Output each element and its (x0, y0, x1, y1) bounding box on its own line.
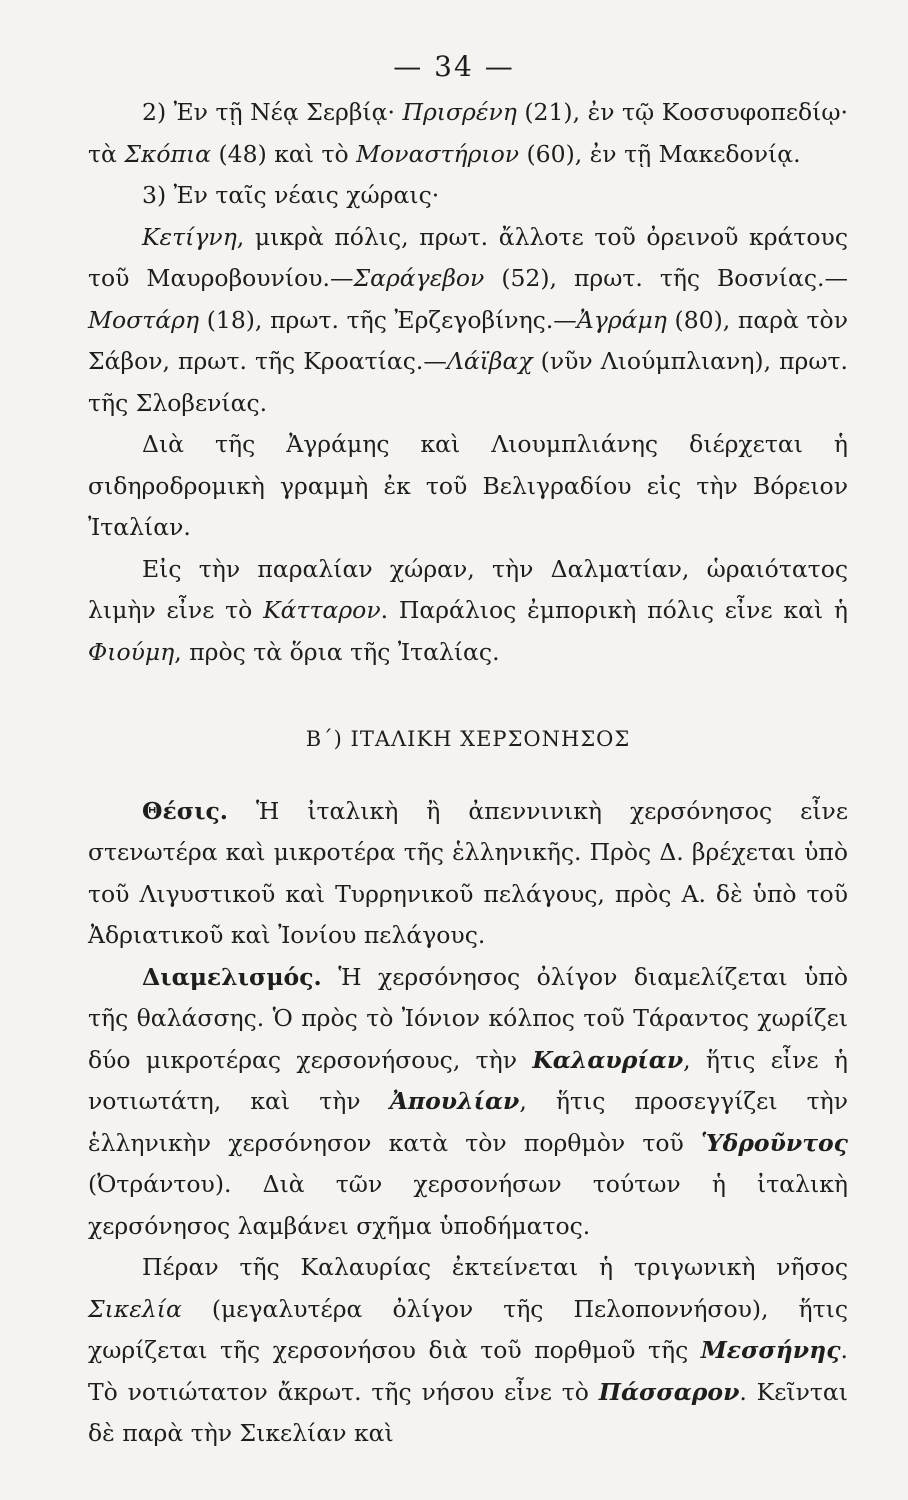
text-run: Εἰς τὴν παραλίαν χώραν, τὴν Δαλματίαν, ὡραιότατος λιμὴν εἶνε τὸ (88, 554, 848, 624)
side-heading: Διαμελισμός. (142, 962, 322, 991)
text-run: (μεγαλυτέρα ὀλίγον τῆς Πελοποννήσου), ἥτις χωρίζεται τῆς χερσονήσου διὰ τοῦ πορθμοῦ τῆς (88, 1294, 848, 1364)
text-run: . Τὸ νοτιώτατον ἄκρωτ. τῆς νήσου εἶνε τὸ (88, 1336, 848, 1406)
text-run: (18), πρωτ. τῆς Ἐρζεγοβίνης.— (199, 305, 577, 334)
place-name: Σικελία (88, 1294, 182, 1323)
page-number: — 34 — (393, 50, 515, 83)
text-run: Ἡ ἰταλικὴ ἢ ἀπεννινικὴ χερσόνησος εἶνε στενωτέρα καὶ μικροτέρα τῆς ἑλληνικῆς. Πρὸς Δ. βρέχεται ὑπὸ τοῦ Λιγυστικοῦ καὶ Τυρρηνικοῦ πελάγους, πρὸς Α. δὲ ὑπὸ τοῦ Ἀδριατικοῦ καὶ Ἰονίου πελάγους. (88, 796, 848, 949)
text-run: , ἥτις εἶνε ἡ νοτιωτάτη, καὶ τὴν (88, 1045, 848, 1115)
paragraph-position (88, 791, 848, 957)
text-run: , ἥτις προσεγγίζει τὴν ἑλληνικὴν χερσόνησον κατὰ τὸν πορθμὸν τοῦ (88, 1087, 848, 1157)
place-name: Ἀπουλίαν (389, 1087, 520, 1115)
place-name: Κετίγνη (142, 222, 237, 251)
text-run: Ἡ χερσόνησος ὀλίγον διαμελίζεται ὑπὸ τῆς θαλάσσης. Ὁ πρὸς τὸ Ἰόνιον κόλπος τοῦ Τάραντος χωρίζει δύο μικροτέρας χερσονήσους, τὴν (88, 962, 848, 1074)
place-name: Μοστάρη (88, 305, 200, 334)
place-name: Μεσσήνης (700, 1336, 841, 1364)
place-name: Καλαυρίαν (532, 1045, 684, 1074)
paragraph-dalmatia (88, 549, 848, 674)
place-name: Λάϊβαχ (446, 347, 533, 375)
place-name: Κάτταρον (263, 596, 381, 624)
text-run: . Παράλιος ἐμπορικὴ πόλις εἶνε καὶ ἡ (380, 596, 849, 624)
place-name: Ἀγράμη (576, 305, 667, 334)
text-run: (48) καὶ τὸ (211, 139, 357, 168)
text-run: (52), πρωτ. τῆς Βοσνίας.— (484, 264, 848, 292)
text-run: , πρὸς τὰ ὅρια τῆς Ἰταλίας. (174, 637, 500, 666)
section-heading: Β´) ΙΤΑΛΙΚΗ ΧΕΡΣΟΝΗΣΟΣ (305, 727, 631, 751)
place-name: Σκόπια (124, 139, 212, 168)
side-heading: Θέσις. (142, 796, 228, 825)
text-run: 3) Ἐν ταῖς νέαις χώραις· (142, 181, 440, 209)
place-name: Πάσσαρον (598, 1377, 740, 1406)
text-run: (Ὀτράντου). Διὰ τῶν χερσονήσων τούτων ἡ ἰταλικὴ χερσόνησος λαμβάνει σχῆμα ὑποδήματος. (88, 1170, 848, 1240)
text-run: . Κεῖνται δὲ παρὰ τὴν Σικελίαν καὶ (88, 1377, 848, 1447)
paragraph-capitals (88, 217, 848, 425)
paragraph-new-serbia (88, 92, 848, 175)
text-run: 2) Ἐν τῇ Νέᾳ Σερβίᾳ· (142, 98, 403, 126)
place-name: Σαράγεβον (353, 264, 485, 292)
place-name: Πρισρένη (402, 98, 517, 126)
paragraph-division (88, 957, 848, 1248)
place-name: Φιούμη (88, 637, 175, 666)
body-text (88, 92, 848, 1455)
place-name: Μοναστήριον (356, 139, 520, 168)
text-run: Διὰ τῆς Ἀγράμης καὶ Λιουμπλιάνης διέρχεται ἡ σιδηροδρομικὴ γραμμὴ ἐκ τοῦ Βελιγραδίου εἰς τὴν Βόρειον Ἰταλίαν. (88, 430, 848, 541)
text-run: , μικρὰ πόλις, πρωτ. ἄλλοτε τοῦ ὀρεινοῦ κράτους τοῦ Μαυροβουνίου.— (88, 222, 848, 292)
paragraph-sicily (88, 1247, 848, 1455)
text-run: (60), ἐν τῇ Μακεδονίᾳ. (519, 139, 801, 168)
text-run: (21), ἐν τῷ Κοσσυφοπεδίῳ· τὰ (88, 98, 848, 168)
text-run: (νῦν Λιούμπλιανη), πρωτ. τῆς Σλοβενίας. (88, 347, 848, 417)
text-run: (80), παρὰ τὸν Σάβον, πρωτ. τῆς Κροατίας.— (88, 305, 848, 375)
paragraph-new-lands (88, 175, 848, 217)
text-run: Πέραν τῆς Καλαυρίας ἐκτείνεται ἡ τριγωνικὴ νῆσος (142, 1253, 848, 1281)
place-name: Ὑδροῦντος (700, 1128, 848, 1157)
paragraph-railway (88, 424, 848, 549)
